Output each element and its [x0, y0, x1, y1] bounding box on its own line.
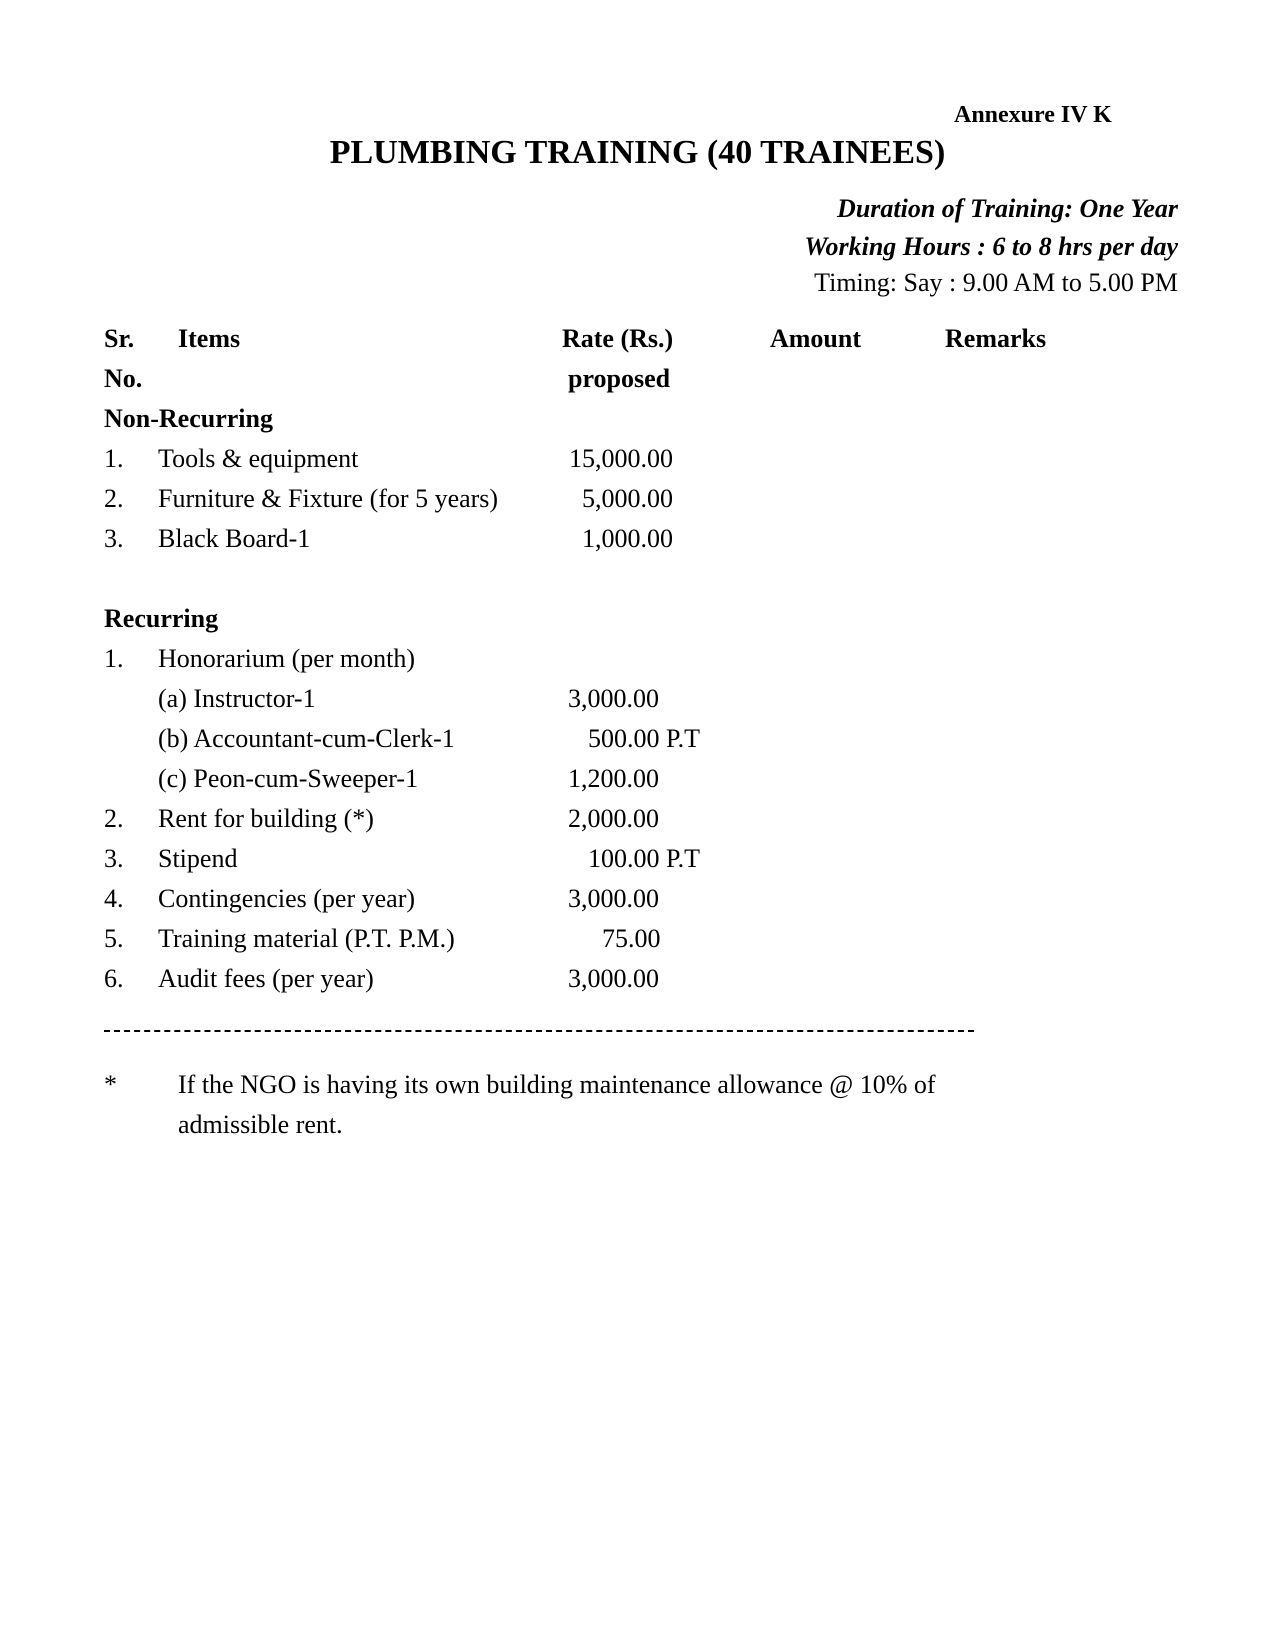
footnote-text: If the NGO is having its own building maintenance allowance @ 10% of [178, 1070, 936, 1099]
header-sr: Sr. [104, 324, 135, 353]
footnote-marker: * [104, 1070, 117, 1099]
row-number: 2. [104, 484, 124, 513]
row-rate: 2,000.00 [568, 804, 659, 833]
row-number: 3. [104, 844, 124, 873]
row-item: Furniture & Fixture (for 5 years) [158, 484, 499, 513]
section-non-recurring: Non-Recurring [104, 404, 273, 433]
row-rate: 3,000.00 [568, 964, 659, 993]
row-item: Training material (P.T. P.M.) [158, 924, 455, 953]
row-number: 4. [104, 884, 124, 913]
row-rate: 5,000.00 [582, 484, 673, 513]
duration-text: Duration of Training: One Year [837, 194, 1178, 223]
row-rate: 100.00 P.T [588, 844, 700, 873]
row-item: Stipend [158, 844, 238, 873]
row-number: 5. [104, 924, 124, 953]
row-item: Rent for building (*) [158, 804, 374, 833]
row-item: Audit fees (per year) [158, 964, 374, 993]
row-number: 3. [104, 524, 124, 553]
footnote-text-continued: admissible rent. [178, 1110, 343, 1139]
row-item: (c) Peon-cum-Sweeper-1 [158, 764, 419, 793]
header-proposed: proposed [568, 364, 671, 393]
timing-text: Timing: Say : 9.00 AM to 5.00 PM [814, 268, 1178, 297]
header-amount: Amount [770, 324, 862, 353]
row-number: 2. [104, 804, 124, 833]
row-rate: 1,200.00 [568, 764, 659, 793]
header-no: No. [104, 364, 143, 393]
row-rate: 3,000.00 [568, 684, 659, 713]
divider-line [104, 1030, 974, 1032]
row-rate: 3,000.00 [568, 884, 659, 913]
row-item: (b) Accountant-cum-Clerk-1 [158, 724, 455, 753]
header-remarks: Remarks [945, 324, 1047, 353]
row-item: Black Board-1 [158, 524, 311, 553]
row-number: 1. [104, 644, 124, 673]
row-rate: 500.00 P.T [588, 724, 700, 753]
header-items: Items [178, 324, 241, 353]
row-item: Tools & equipment [158, 444, 359, 473]
page-title: PLUMBING TRAINING (40 TRAINEES) [329, 134, 946, 171]
row-rate: 1,000.00 [582, 524, 673, 553]
working-hours-text: Working Hours : 6 to 8 hrs per day [804, 232, 1178, 261]
row-rate: 15,000.00 [569, 444, 673, 473]
row-rate: 75.00 [602, 924, 661, 953]
section-recurring: Recurring [104, 604, 219, 633]
row-number: 6. [104, 964, 124, 993]
row-item: Honorarium (per month) [158, 644, 416, 673]
header-rate: Rate (Rs.) [562, 324, 674, 353]
row-number: 1. [104, 444, 124, 473]
annexure-label: Annexure IV K [954, 102, 1112, 128]
row-item: Contingencies (per year) [158, 884, 416, 913]
row-item: (a) Instructor-1 [158, 684, 316, 713]
